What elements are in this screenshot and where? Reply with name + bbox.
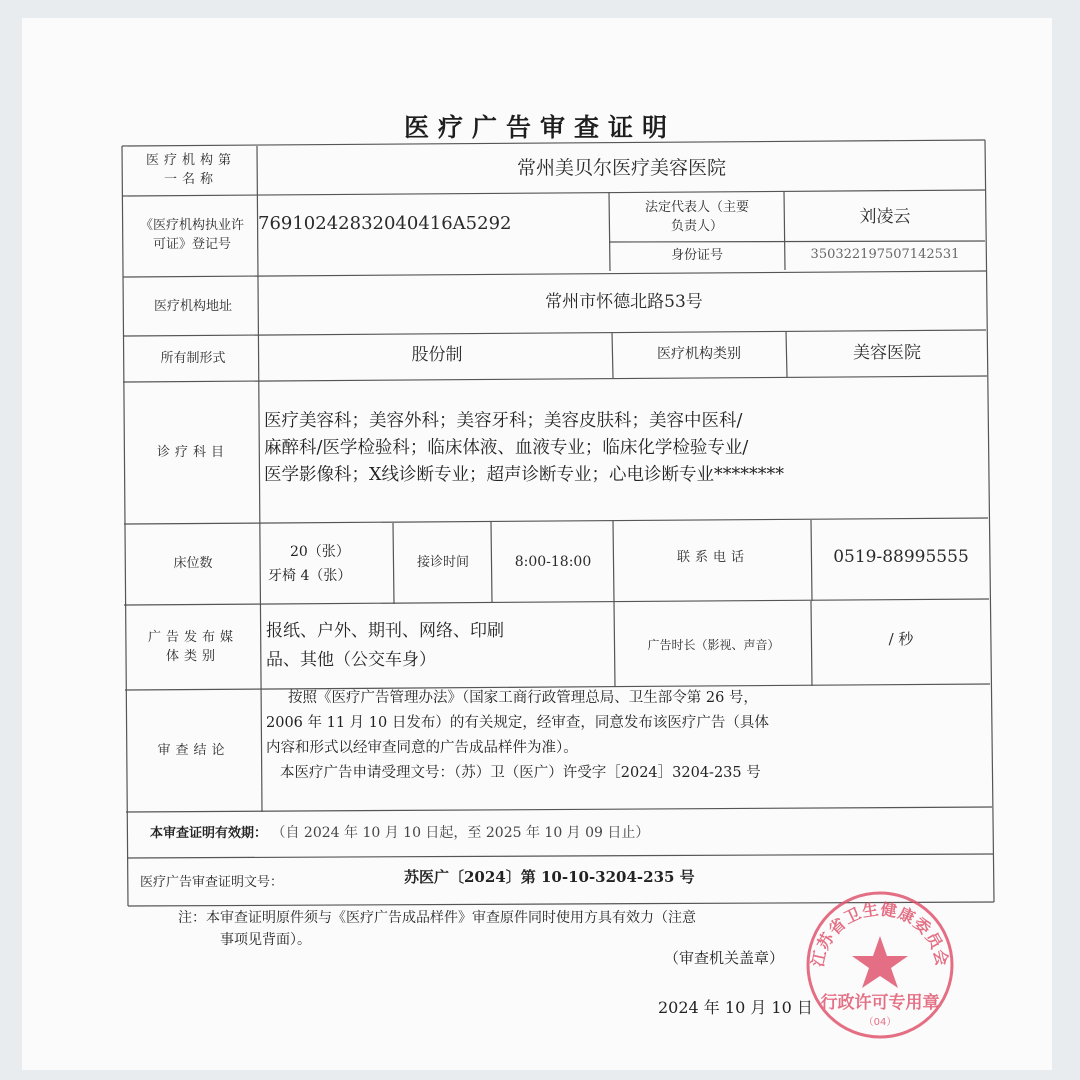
media-line: 品、其他（公交车身） bbox=[266, 650, 436, 670]
label-conclusion: 审查结论 bbox=[157, 742, 230, 758]
hours-value: 8:00-18:00 bbox=[514, 553, 592, 570]
address-value: 常州市怀德北路53号 bbox=[545, 291, 703, 312]
label-legal-rep: 法定代表人（主要负责人） bbox=[644, 200, 749, 234]
org-name-value: 常州美贝尔医疗美容医院 bbox=[516, 157, 726, 180]
stamp-star-icon bbox=[852, 936, 908, 988]
media-line: 报纸、户外、期刊、网络、印刷 bbox=[266, 621, 504, 641]
footnote-line: 事项见背面）。 bbox=[220, 932, 311, 948]
departments-line: 医学影像科；X线诊断专业；超声诊断专业；心电诊断专业******** bbox=[264, 465, 784, 485]
id-no-value: 350322197507142531 bbox=[810, 246, 960, 262]
footnote-line: 注：本审查证明原件须与《医疗广告成品样件》审查原件同时使用方具有效力（注意 bbox=[178, 910, 696, 926]
label-address: 医疗机构地址 bbox=[153, 298, 232, 314]
ownership-value: 股份制 bbox=[411, 344, 463, 365]
issue-date: 2024 年 10 月 10 日 bbox=[658, 998, 813, 1017]
label-org-name: 医疗机构第一名称 bbox=[145, 153, 236, 187]
departments-line: 医疗美容科；美容外科；美容牙科；美容皮肤科；美容中医科/ bbox=[264, 411, 743, 431]
departments-list bbox=[264, 408, 986, 489]
label-id-no: 身份证号 bbox=[670, 247, 723, 263]
validity-row bbox=[150, 822, 990, 842]
label-license-no: 《医疗机构执业许可证》登记号 bbox=[139, 218, 244, 252]
label-departments: 诊疗科目 bbox=[156, 444, 229, 460]
label-media: 广告发布媒体类别 bbox=[147, 630, 238, 664]
conclusion-text bbox=[266, 686, 988, 786]
label-phone: 联系电话 bbox=[676, 549, 749, 565]
stamp-sub-text: 行政许可专用章 bbox=[820, 993, 940, 1013]
beds-count: 20（张） bbox=[290, 544, 350, 560]
page-title: 医疗广告审查证明 bbox=[403, 113, 676, 142]
validity-value: （自 2024 年 10 月 10 日起，至 2025 年 10 月 09 日止） bbox=[271, 825, 650, 841]
license-no-value: 76910242832040416A5292 bbox=[258, 212, 512, 234]
conclusion-line: 按照《医疗广告管理办法》（国家工商行政管理总局、卫生部令第 26 号， bbox=[288, 690, 758, 706]
stamp-code: （04） bbox=[863, 1017, 897, 1028]
stamp-arc-text: 江苏省卫生健康委员会 bbox=[807, 899, 953, 969]
conclusion-line: 内容和形式以经审查同意的广告成品样件为准）。 bbox=[266, 740, 578, 756]
duration-value: / 秒 bbox=[888, 630, 914, 649]
beds-value bbox=[262, 540, 392, 588]
dental-chairs-count: 牙椅 4（张） bbox=[268, 568, 352, 584]
label-cert-no: 医疗广告审查证明文号： bbox=[140, 875, 284, 890]
media-value bbox=[266, 617, 611, 675]
phone-value: 0519-88995555 bbox=[833, 546, 969, 567]
label-ownership: 所有制形式 bbox=[160, 350, 226, 366]
label-beds: 床位数 bbox=[173, 555, 213, 571]
conclusion-line: 2006 年 11 月 10 日发布）的有关规定，经审查，同意发布该医疗广告（具体 bbox=[266, 715, 769, 731]
legal-rep-value: 刘凌云 bbox=[859, 207, 911, 228]
departments-line: 麻醉科/医学检验科；临床体液、血液专业；临床化学检验专业/ bbox=[264, 438, 749, 458]
label-validity: 本审查证明有效期： bbox=[150, 826, 268, 841]
label-org-type: 医疗机构类别 bbox=[657, 345, 741, 362]
org-type-value: 美容医院 bbox=[853, 342, 921, 363]
seal-label: （审查机关盖章） bbox=[664, 949, 785, 967]
cert-no-value: 苏医广〔2024〕第 10-10-3204-235 号 bbox=[404, 868, 695, 886]
conclusion-line: 本医疗广告申请受理文号：（苏）卫（医广）许受字［2024］3204-235 号 bbox=[280, 765, 761, 781]
label-hours: 接诊时间 bbox=[416, 554, 469, 570]
official-stamp bbox=[795, 880, 965, 1050]
label-duration: 广告时长（影视、声音） bbox=[647, 638, 780, 653]
